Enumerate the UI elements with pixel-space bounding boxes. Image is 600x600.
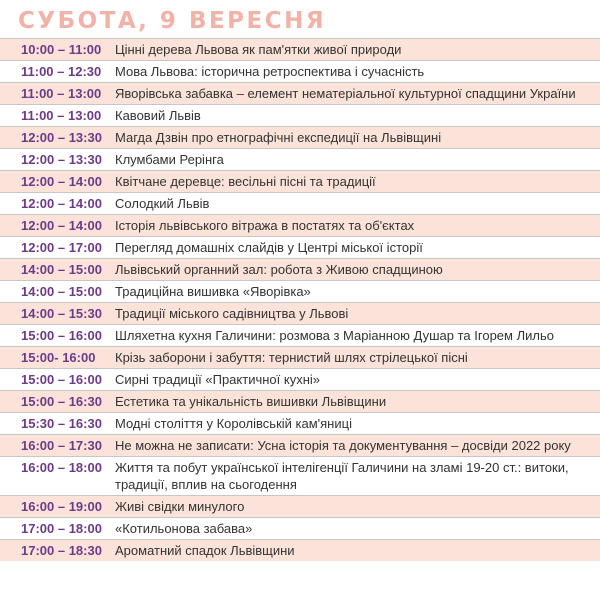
event-title: Життя та побут української інтелігенції Галичини на зламі 19-20 ст.: витоки, традиції, вплив на сьогодення [115,460,569,492]
schedule-row [0,280,600,302]
schedule-row [0,126,600,148]
event-time: 15:30 – 16:30 [21,416,102,431]
event-title: Традиційна вишивка «Яворівка» [115,284,311,299]
event-time: 11:00 – 13:00 [21,108,102,123]
event-time: 16:00 – 19:00 [21,499,102,514]
event-title: Ароматний спадок Львівщини [115,543,295,558]
event-title: Львівський органний зал: робота з Живою спадщиною [115,262,443,277]
event-time: 15:00 – 16:00 [21,372,102,387]
schedule-row [0,38,600,60]
schedule-row [0,236,600,258]
event-time: 10:00 – 11:00 [21,42,102,57]
event-time: 11:00 – 13:00 [21,86,102,101]
event-title: Клумбами Рерінга [115,152,224,167]
schedule-table [0,38,600,561]
schedule-row [0,368,600,390]
event-time: 15:00 – 16:30 [21,394,102,409]
event-title: Крізь заборони і забуття: тернистий шлях стрілецької пісні [115,350,468,365]
schedule-row [0,346,600,368]
schedule-row [0,258,600,280]
page-title: СУБОТА, 9 ВЕРЕСНЯ [18,8,327,34]
event-time: 12:00 – 17:00 [21,240,102,255]
event-title: Мова Львова: історична ретроспектива і сучасність [115,64,425,79]
schedule-row [0,324,600,346]
event-title: Не можна не записати: Усна історія та документування – досвіди 2022 року [115,438,571,453]
event-time: 14:00 – 15:30 [21,306,102,321]
event-title: Солодкий Львів [115,196,210,211]
event-title: Сирні традиції «Практичної кухні» [115,372,320,387]
schedule-row [0,302,600,324]
event-title: Кавовий Львів [115,108,201,123]
event-title: Магда Дзвін про етнографічні експедиції на Львівщині [115,130,442,145]
event-time: 16:00 – 18:00 [21,460,102,475]
event-title: Шляхетна кухня Галичини: розмова з Маріанною Душар та Ігорем Лильо [115,328,554,343]
event-title: «Котильонова забава» [115,521,253,536]
schedule-row [0,104,600,126]
event-title: Цінні дерева Львова як пам'ятки живої природи [115,42,402,57]
event-time: 16:00 – 17:30 [21,438,102,453]
schedule-row [0,60,600,82]
event-title: Перегляд домашніх слайдів у Центрі міської історії [115,240,423,255]
schedule-row [0,214,600,236]
event-title: Традиції міського садівництва у Львові [115,306,349,321]
schedule-row [0,192,600,214]
event-time: 15:00- 16:00 [21,350,96,365]
event-title: Естетика та унікальність вишивки Львівщини [115,394,387,409]
schedule-row [0,170,600,192]
event-time: 14:00 – 15:00 [21,262,102,277]
schedule-row [0,434,600,456]
event-title: Яворівська забавка – елемент нематеріальної культурної спадщини України [115,86,576,101]
schedule-row [0,148,600,170]
schedule-row [0,412,600,434]
schedule-row [0,390,600,412]
event-time: 15:00 – 16:00 [21,328,102,343]
event-title: Квітчане деревце: весільні пісні та традиції [115,174,376,189]
event-title: Живі свідки минулого [115,499,245,514]
event-time: 12:00 – 13:30 [21,152,102,167]
event-time: 17:00 – 18:30 [21,543,102,558]
event-time: 12:00 – 14:00 [21,174,102,189]
schedule-row [0,539,600,561]
event-time: 12:00 – 14:00 [21,218,102,233]
event-time: 12:00 – 13:30 [21,130,102,145]
event-title: Історія львівського вітража в постатях та об'єктах [115,218,415,233]
event-time: 14:00 – 15:00 [21,284,102,299]
event-time: 12:00 – 14:00 [21,196,102,211]
schedule-row [0,517,600,539]
event-title: Модні століття у Королівській кам'яниці [115,416,352,431]
schedule-row [0,456,600,495]
event-time: 11:00 – 12:30 [21,64,102,79]
schedule-row [0,495,600,517]
event-time: 17:00 – 18:00 [21,521,102,536]
schedule-row [0,82,600,104]
